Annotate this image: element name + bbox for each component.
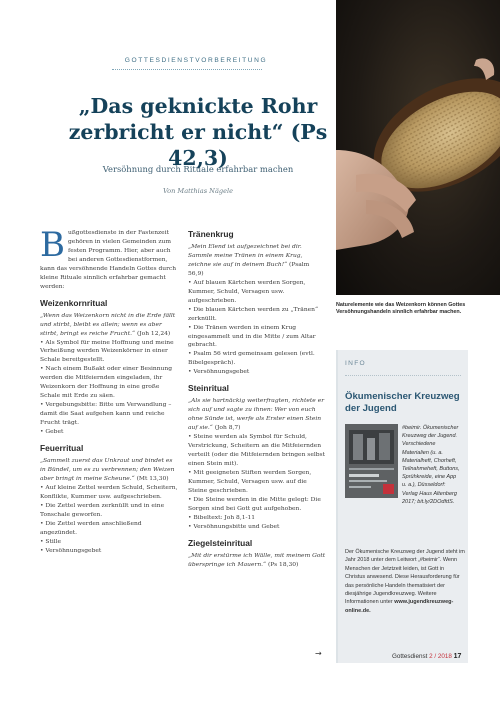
quote-reference: (Psalm 56,9) [188,260,310,277]
list-item: • Steine werden als Symbol für Schuld, Verstrickung, Scheitern an die Mitfeiernden verteilt (oder die Mitfeiernden bringen selbst einen Stein mit). [188,433,325,467]
wheat-grain-photo [336,0,500,295]
info-box [336,350,468,663]
intro-text: ußgottesdienste in der Fastenzeit gehören in vielen Gemeinden zum festen Programm. Hier, aber auch bei anderen Gottesdienstformen, kann das versöhnende Handeln Gottes durch kleine Rituale sinnlich erfahrbar gemacht werden: [40,229,177,290]
title-line-1: „Das geknickte Rohr [78,94,318,118]
list-item: • Versöhnungsbitte und Gebet [188,522,280,530]
quote-reference: (Joh 8,7) [212,424,241,432]
quote-traenen [188,243,326,279]
list-item: • Auf blauen Kärtchen werden Sorgen, Kummer, Schuld, Versagen usw. aufgeschrieben. [188,278,306,304]
info-link[interactable]: www.jugendkreuzweg-online.de. [345,599,454,614]
heading-steinritual: Steinritual [188,383,229,394]
quote-text: „Sammelt zuerst das Unkraut und bindet es in Bündel, um es zu verbrennen; den Weizen aber bringt in meine Scheune.“ [40,457,175,482]
bowl-illustration [336,0,500,295]
list-item: • Versöhnungsgebet [40,546,102,554]
book-cover-image [345,424,398,498]
left-column [40,225,179,556]
heading-ziegelsteinritual: Ziegelsteinritual [188,537,253,548]
middle-column [188,229,326,570]
page-number: 17 [453,653,462,660]
list-item: • Gebet [40,428,64,436]
list-item: • Die Zettel werden anschließend angezündet. [40,519,142,536]
issue-number: 2 / 2018 [429,653,452,660]
heading-feuerritual: Feuerritual [40,443,84,454]
heading-traenenkrug: Tränenkrug [188,229,234,239]
info-divider [345,375,461,376]
list-item: • Psalm 56 wird gemeinsam gelesen (evtl. Bibelgespräch). [188,350,315,367]
kicker-divider [112,69,262,70]
quote-text: „Als sie hartnäckig weiterfragten, richtete er sich auf und sagte zu ihnen: Wer von euch ohne Sünde ist, werfe als Erster einen Stein auf sie.“ [188,397,325,432]
list-item: • Die blauen Kärtchen werden zu „Tränen“ zerknüllt. [188,305,319,322]
list-item: • Die Tränen werden in einem Krug eingesammelt und in die Mitte / zum Altar gebracht. [188,323,316,349]
book-cover-graphic [345,424,398,498]
quote-stein [188,397,326,433]
list-item: • Nach einem Bußakt oder einer Besinnung werden die Mitfeiernden eingeladen, ihr Weizenkorn der Hoffnung in eine große Schale mit Erde zu säen. [40,365,173,400]
article-author: Von Matthias Nägele [162,187,234,195]
article-title [60,93,336,171]
title-line-2: zerbricht er nicht“ (Ps 42,3) [68,120,328,170]
info-book-reference: #beimir. Ökumenischer Kreuzweg der Jugend. Verschiedene Materialien (u. a. Materialheft, Chorheft, Teilnahmeheft, Buttons, Sprühkreide, eine App u. a.), Düsseldorf: Verlag Haus Altenberg 2017; bit.ly/2DOdfdS. [402,425,460,505]
quote-text: „Mit dir erstürme ich Wälle, mit meinem Gott überspringe ich Mauern.“ [188,551,326,568]
continue-arrow-icon: → [315,649,322,658]
list-item: • Bibeltext: Joh 8,1-11 [188,513,256,521]
info-label: INFO [345,360,366,367]
quote-reference: (Ps 18,30) [266,560,299,568]
list-item: • Mit geeigneten Stiften werden Sorgen, Kummer, Schuld, Versagen usw. auf die Steine geschrieben. [188,468,312,494]
list-item: • Die Steine werden in die Mitte gelegt: Die Sorgen sind bei Gott gut aufgehoben. [188,495,321,512]
intro-paragraph [40,225,179,292]
article-subtitle: Versöhnung durch Rituale erfahrbar machen [102,164,294,174]
quote-ziegel [188,552,326,570]
quote-text: „Mein Elend ist aufgezeichnet bei dir. Sammle meine Tränen in einem Krug, zeichne sie auf in deinem Buch!“ [188,243,303,268]
heading-weizenkornritual: Weizenkornritual [40,297,108,308]
list-item: • Versöhnungsgebet [188,368,250,376]
list-item: • Vergebungsbitte: Bitte um Verwandlung – damit die Saat aufgehen kann und reiche Frucht trägt. [40,401,172,427]
photo-caption: Naturelemente wie das Weizenkorn können Gottes Versöhnungshandeln sinnlich erfahrbar machen. [336,302,466,316]
info-title: Ökumenischer Kreuzweg der Jugend [345,391,460,415]
quote-reference: (Mt 13,30) [134,474,169,482]
quote-feuer [40,457,179,484]
section-kicker: GOTTESDIENSTVORBEREITUNG [124,57,268,64]
list-item: • Die Zettel werden zerknüllt und in eine Tonschale geworfen. [40,501,165,518]
info-body [345,548,465,615]
quote-weizenkorn [40,312,179,339]
magazine-name: Gottesdienst [392,653,428,660]
drop-cap: B [40,225,65,265]
list-item: • Stille [40,537,62,545]
info-body-text: Der Ökumenische Kreuzweg der Jugend steht im Jahr 2018 unter dem Leitwort „#beimir“. Wenn Menschen der Jetztzeit leiden, ist Gott in Christus anwesend. Diese Herausforderung für das persönliche Handeln thematisiert der diesjährige Jugendkreuzweg. Weitere Informationen unter [345,549,465,606]
quote-reference: (Joh 12,24) [135,329,171,337]
list-item: • Als Symbol für meine Hoffnung und meine Verheißung werden Weizenkörner in einer Schale bereitgestellt. [40,338,174,364]
quote-text: „Wenn das Weizenkorn nicht in die Erde fällt und stirbt, bleibt es allein; wenn es aber stirbt, bringt es reiche Frucht.“ [40,311,176,337]
list-item: • Auf kleine Zettel werden Schuld, Scheitern, Konflikte, Kummer usw. aufgeschrieben. [40,483,178,500]
page-footer [392,653,461,660]
